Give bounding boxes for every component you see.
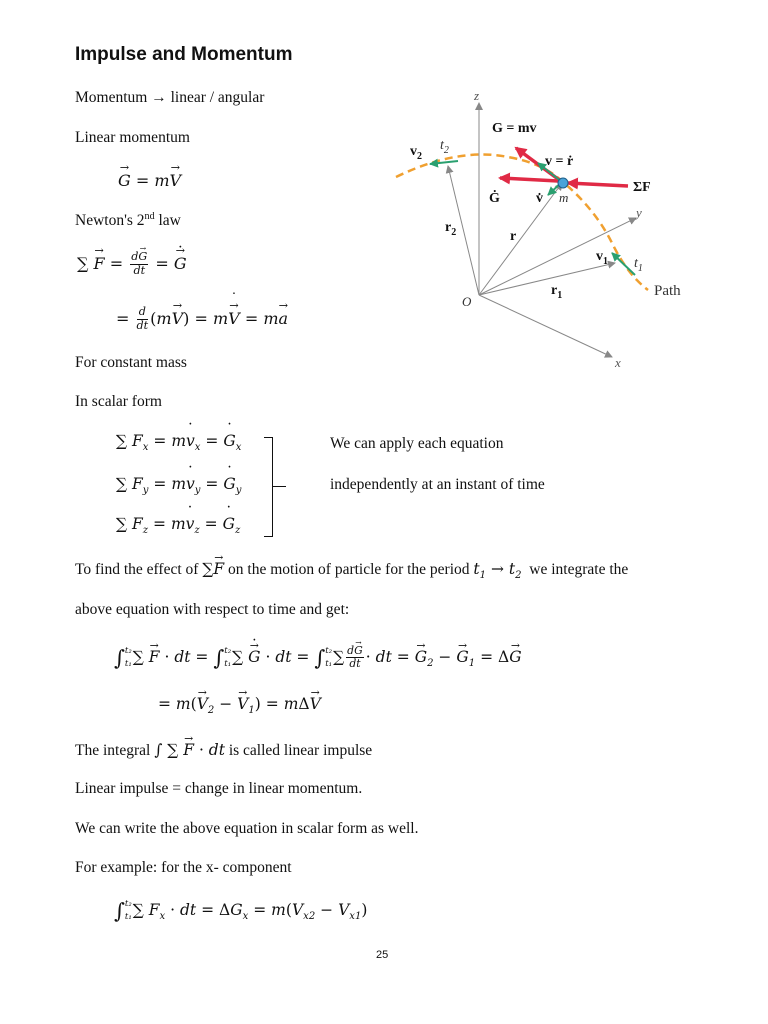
y-axis xyxy=(479,218,636,295)
impulse-equation-2: = $m(\to V_2$ − → $V_1) = m\Delta\to V$ xyxy=(158,695,321,716)
sum-force-vector xyxy=(568,183,628,186)
scalar-equation-z: ∑ $F_z$ = m˙ $v_z$ = ˙ $G_z$ xyxy=(116,515,240,536)
particle-m xyxy=(558,178,568,188)
particle-path xyxy=(396,155,648,291)
x-axis xyxy=(479,295,612,357)
scalar-equation-y: ∑ $F_y$ = m˙ $v_y$ = ˙ $G_y$ xyxy=(116,475,241,496)
newton-law-sup: nd xyxy=(144,211,155,222)
v1-vector xyxy=(612,253,635,275)
linear-momentum-text: Linear momentum xyxy=(75,129,190,146)
x-component-equation: ∫ t₂ t₁ ∑ $F_x$ · dt = $\Delta G_x = m(V_{x2} - V_{x1})$ xyxy=(114,898,368,923)
newton-equation-2: = $\frac{d}{dt}$ (m→ V) = m˙ V → = m→ a xyxy=(116,306,288,333)
x-label: x xyxy=(615,355,621,370)
r2-label: $r_2$ xyxy=(445,220,457,238)
integral-text-a: The integral xyxy=(75,742,151,759)
sum-force-label: ΣF xyxy=(633,180,651,195)
g-equals-mv-label: G = mv xyxy=(492,121,537,136)
origin-label: O xyxy=(462,294,472,309)
v-equals-rdot-label: v = ṙ xyxy=(545,154,574,169)
effect-text-b: on the motion of particle for the period xyxy=(228,561,470,578)
example-text: For example: for the x- component xyxy=(75,859,292,876)
t2-label: $t_2$ xyxy=(440,138,449,156)
t1-label: $t_1$ xyxy=(634,256,643,274)
v1-label: $v_1$ xyxy=(596,249,608,267)
newton-equation-1: ∑ → F = $\frac{d\to G}{dt}$ = ˙ → G xyxy=(77,251,187,278)
effect-text-a: To find the effect of xyxy=(75,561,199,578)
apply-text-1: We can apply each equation xyxy=(330,435,504,452)
momentum-figure xyxy=(388,85,700,370)
scalar-equation-x: ∑ $F_x$ = m˙ $v_x$ = ˙ $G_x$ xyxy=(116,432,241,453)
apply-text-2: independently at an instant of time xyxy=(330,476,545,493)
r1-label: $r_1$ xyxy=(551,283,563,301)
effect-text: To find the effect of ∑→ F on the motion of particle for the period $t_1 \to t_2$ we integrate the xyxy=(75,560,628,581)
effect-text-c: we integrate the xyxy=(529,561,629,578)
above-equation-text: above equation with respect to time and get: xyxy=(75,601,350,618)
newton-law-pre: Newton's 2 xyxy=(75,212,145,230)
r-label: r xyxy=(510,229,517,244)
impulse-definition-text: Linear impulse = change in linear momentum. xyxy=(75,780,363,797)
momentum-types-text: Momentum → linear / angular xyxy=(75,89,265,106)
equation-brace xyxy=(264,437,273,537)
scalar-form-text: In scalar form xyxy=(75,393,162,410)
page-number: 25 xyxy=(376,949,389,961)
newton-law-post: law xyxy=(154,212,181,230)
momentum-rate-vector xyxy=(500,178,558,181)
equation-brace-tip xyxy=(272,486,286,487)
newton-law-text xyxy=(75,211,181,230)
page-title: Impulse and Momentum xyxy=(75,44,293,65)
integral-text: The integral ∫ ∑ → F · dt is called linear impulse xyxy=(75,741,372,760)
constant-mass-text: For constant mass xyxy=(75,354,187,371)
y-label: y xyxy=(636,205,642,220)
impulse-integral-equation: ∫ t₂ t₁ ∑ → F · dt = ∫ t₂ t₁ ∑ ˙ → G · dt = ∫ t₂ t₁ ∑ $\frac{d\to G}{dt}$ · dt = → $G_2$ − → $G_1 = \Delta\to G$ xyxy=(114,645,522,671)
momentum-equation: → G = m→ V xyxy=(118,171,181,190)
mass-label: m xyxy=(559,190,569,205)
scalar-too-text: We can write the above equation in scalar form as well. xyxy=(75,820,419,837)
integral-text-b: is called linear impulse xyxy=(228,742,373,759)
path-label: Path xyxy=(654,283,681,299)
z-label: z xyxy=(474,88,480,103)
v2-label: $v_2$ xyxy=(410,144,422,162)
gdot-label: Ġ xyxy=(489,191,500,206)
vdot-label: v̇ xyxy=(536,191,543,206)
